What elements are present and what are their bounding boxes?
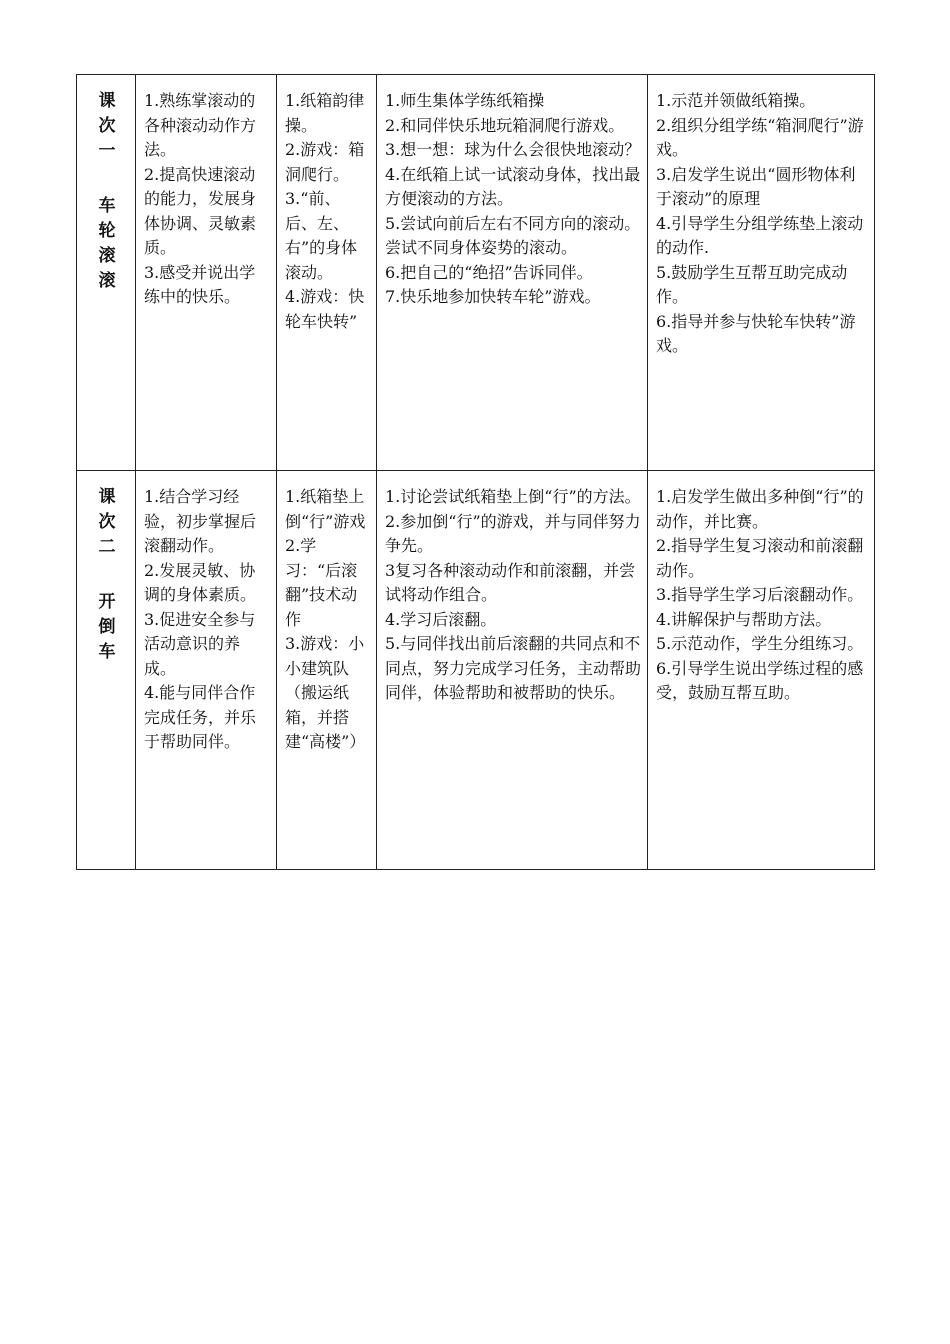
teacher-activity-item: 1.示范并领做纸箱操。 [656, 91, 816, 110]
lesson-number-char: 一 [98, 141, 116, 161]
student-activity-item: 5.尝试向前后左右不同方向的滚动。尝试不同身体姿势的滚动。 [385, 213, 641, 257]
lesson-title-char: 车 [98, 196, 116, 216]
student-activity-item: 3.想一想：球为什么会很快地滚动？ [385, 140, 641, 159]
teacher-activity-item: 4.引导学生分组学练垫上滚动的动作. [656, 213, 864, 257]
objective-item: 2.发展灵敏、协调的身体素质。 [144, 560, 257, 604]
student-activity-item: 2.和同伴快乐地玩箱洞爬行游戏。 [385, 115, 625, 135]
lesson-number-char: 课 [98, 487, 116, 507]
teacher-activity-item: 5.鼓励学生互帮互助完成动作。 [656, 262, 848, 306]
teacher-activity-item: 6.指导并参与快轮车快转”游戏。 [656, 311, 856, 355]
content-cell [277, 75, 377, 471]
objective-item: 3.感受并说出学练中的快乐。 [144, 262, 256, 306]
teacher-activity-item: 2.组织分组学练“箱洞爬行”游戏。 [656, 115, 864, 159]
lesson-row-2 [77, 471, 875, 870]
lesson-title-char: 车 [98, 642, 116, 662]
objective-item: 3.促进安全参与活动意识的养成。 [144, 609, 256, 678]
content-cell [277, 471, 377, 870]
student-activity-item: 2.参加倒“行”的游戏，并与同伴努力争先。 [385, 511, 641, 555]
teacher-activities-cell [648, 75, 875, 471]
student-activity-item: 4.学习后滚翻。 [385, 609, 497, 629]
lesson-label-2 [77, 471, 136, 870]
teacher-activity-item: 3.启发学生说出“圆形物体利于滚动”的原理 [656, 164, 856, 208]
objective-item: 4.能与同伴合作完成任务，并乐于帮助同伴。 [144, 683, 257, 751]
student-activity-item: 7.快乐地参加快转车轮”游戏。 [385, 287, 601, 306]
content-item: 4.游戏：快轮车快转” [285, 287, 365, 331]
lesson-title-char: 开 [98, 592, 116, 612]
lesson-number-char: 课 [98, 91, 116, 111]
objective-item: 1.结合学习经验，初步掌握后滚翻动作。 [144, 487, 257, 555]
objective-item: 1.熟练掌滚动的各种滚动动作方法。 [144, 91, 257, 159]
student-activity-item: 6.把自己的“绝招”告诉同伴。 [385, 262, 593, 282]
lesson-number-char: 次 [98, 512, 116, 532]
objectives-cell [136, 75, 277, 471]
lesson-title-char: 滚 [98, 271, 116, 291]
lesson-title-char: 倒 [98, 617, 116, 637]
content-item: 2.游戏：箱洞爬行。 [285, 140, 365, 184]
teacher-activity-item: 4.讲解保护与帮助方法。 [656, 609, 832, 629]
content-item: 1.纸箱韵律操。 [285, 91, 365, 135]
student-activities-cell [377, 75, 648, 471]
student-activity-item: 4.在纸箱上试一试滚动身体，找出最方便滚动的方法。 [385, 164, 641, 208]
lesson-title-char: 滚 [98, 246, 116, 266]
lesson-title-char: 轮 [98, 221, 116, 241]
student-activity-item: 1.师生集体学练纸箱操 [385, 91, 545, 110]
student-activity-item: 3复习各种滚动动作和前滚翻，并尝试将动作组合。 [385, 560, 636, 604]
teacher-activity-item: 2.指导学生复习滚动和前滚翻动作。 [656, 536, 864, 580]
lesson-label-1 [77, 75, 136, 471]
content-item: 3.游戏：小小建筑队（搬运纸箱，并搭建“高楼”） [285, 634, 366, 751]
student-activity-item: 5.与同伴找出前后滚翻的共同点和不同点，努力完成学习任务，主动帮助同伴，体验帮助和被帮助的快乐。 [385, 634, 642, 702]
content-item: 1.纸箱垫上倒“行”游戏 [285, 487, 366, 531]
lesson-plan-table [76, 74, 875, 870]
student-activity-item: 1.讨论尝试纸箱垫上倒“行”的方法。 [385, 487, 641, 506]
teacher-activity-item: 6.引导学生说出学练过程的感受，鼓励互帮互助。 [656, 658, 864, 702]
teacher-activity-item: 3.指导学生学习后滚翻动作。 [656, 585, 864, 604]
lesson-row-1 [77, 75, 875, 471]
teacher-activity-item: 5.示范动作，学生分组练习。 [656, 634, 864, 653]
content-item: 3.“前、后、左、右”的身体滚动。 [285, 189, 358, 282]
lesson-number-char: 次 [98, 116, 116, 136]
student-activities-cell [377, 471, 648, 870]
teacher-activity-item: 1.启发学生做出多种倒“行”的动作，并比赛。 [656, 487, 864, 531]
teacher-activities-cell [648, 471, 875, 870]
objective-item: 2.提高快速滚动的能力，发展身体协调、灵敏素质。 [144, 164, 257, 257]
objectives-cell [136, 471, 277, 870]
content-item: 2.学习：“后滚翻”技术动作 [285, 536, 358, 629]
lesson-number-char: 二 [98, 537, 116, 557]
